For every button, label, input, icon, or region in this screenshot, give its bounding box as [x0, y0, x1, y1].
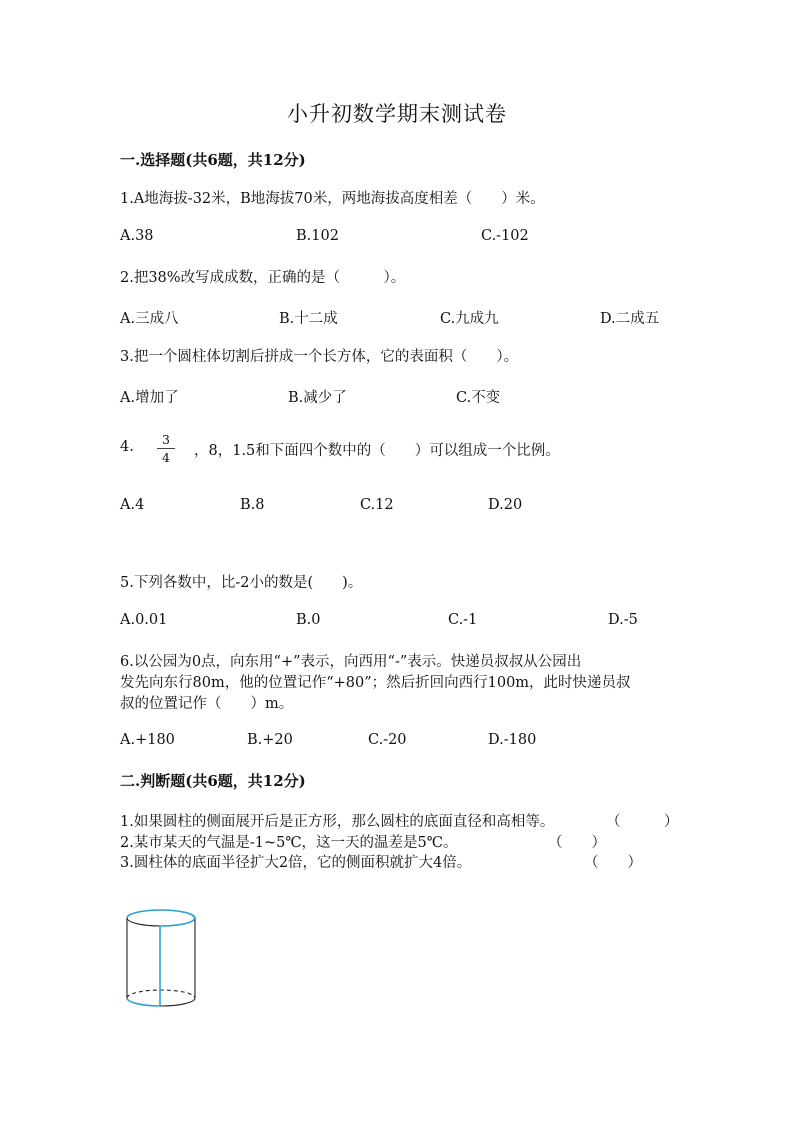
- cylinder-top-highlight-arc: [127, 910, 161, 918]
- judge-item-3-paren: （ ）: [584, 855, 642, 871]
- q6-line-3: 叔的位置记作（ ）m。: [120, 696, 294, 712]
- q5-option-c: C.-1: [448, 612, 478, 628]
- cylinder-seam-top-arc: [160, 910, 195, 926]
- q1-option-b: B.102: [296, 228, 339, 244]
- q5-option-a: A.0.01: [120, 612, 168, 628]
- q4-option-c: C.12: [360, 497, 394, 513]
- q3-option-b: B.减少了: [288, 390, 347, 406]
- cylinder-figure: [120, 903, 206, 1015]
- judge-item-1-text: 1.如果圆柱的侧面展开后是正方形，那么圆柱的底面直径和高相等。: [120, 814, 555, 830]
- q6-option-b: B.+20: [247, 732, 293, 748]
- cylinder-bottom-front-arc: [127, 998, 195, 1006]
- q3-option-a: A.增加了: [120, 390, 179, 406]
- q2-option-b: B.十二成: [279, 311, 338, 327]
- q1-text: 1.A地海拔-32米，B地海拔70米，两地海拔高度相差（ ）米。: [120, 191, 545, 207]
- q5-option-d: D.-5: [608, 612, 638, 628]
- q1-option-c: C.-102: [481, 228, 529, 244]
- judge-item-2-paren: （ ）: [548, 835, 606, 851]
- q4-option-a: A.4: [120, 497, 145, 513]
- page-title: 小升初数学期末测试卷: [287, 102, 507, 126]
- q4-fraction: [157, 432, 175, 465]
- q5-text: 5.下列各数中，比-2小的数是( )。: [120, 575, 363, 591]
- judge-item-2-text: 2.某市某天的气温是-1~5℃，这一天的温差是5℃。: [120, 835, 458, 851]
- fraction-numerator: 3: [162, 432, 170, 447]
- q2-option-a: A.三成八: [120, 311, 179, 327]
- judge-item-1-paren: （ ）: [606, 814, 679, 830]
- q2-option-c: C.九成九: [440, 311, 499, 327]
- cylinder-bottom-hidden-arc: [127, 990, 195, 998]
- q5-option-b: B.0: [296, 612, 321, 628]
- fraction-denominator: 4: [162, 450, 170, 465]
- q6-option-a: A.+180: [120, 732, 175, 748]
- q4-number: 4.: [120, 439, 134, 455]
- q6-option-d: D.-180: [488, 732, 537, 748]
- q6-line-2: 发先向东行80m，他的位置记作“+80”；然后折回向西行100m，此时快递员叔: [120, 675, 631, 691]
- q6-option-c: C.-20: [368, 732, 407, 748]
- judge-item-3-text: 3.圆柱体的底面半径扩大2倍，它的侧面积就扩大4倍。: [120, 855, 472, 871]
- q4-option-d: D.20: [488, 497, 523, 513]
- q6-line-1: 6.以公园为0点，向东用“+”表示，向西用“-”表示。快递员叔叔从公园出: [120, 654, 582, 670]
- section2-heading: 二.判断题(共6题，共12分): [120, 772, 306, 790]
- q1-option-a: A.38: [120, 228, 154, 244]
- q4-option-b: B.8: [240, 497, 265, 513]
- section1-heading: 一.选择题(共6题，共12分): [120, 151, 306, 169]
- q2-option-d: D.二成五: [600, 311, 660, 327]
- cylinder-bottom-highlight-arc: [127, 998, 160, 1006]
- q3-option-c: C.不变: [456, 390, 501, 406]
- q3-text: 3.把一个圆柱体切割后拼成一个长方体，它的表面积（ ）。: [120, 349, 519, 365]
- q2-text: 2.把38%改写成成数，正确的是（ ）。: [120, 270, 406, 286]
- fraction-bar: [157, 448, 175, 449]
- q4-text: ，8，1.5和下面四个数中的（ ）可以组成一个比例。: [194, 443, 560, 459]
